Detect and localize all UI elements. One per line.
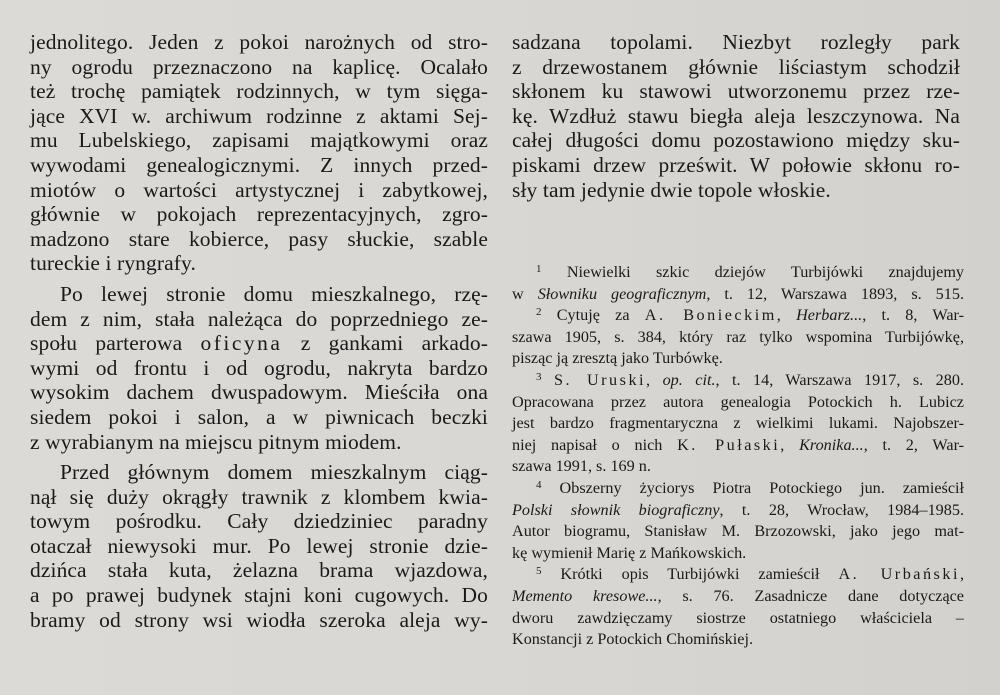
text-line: z wyrabianym na miejscu pitnym miodem. xyxy=(30,429,402,454)
text-line xyxy=(30,331,488,356)
text-line: miotów o wartości artystycznej i zabytkowej, xyxy=(30,177,488,202)
text-line: otaczał niewysoki mur. Po lewej stronie dzie- xyxy=(30,533,488,558)
footnote-line xyxy=(512,435,964,457)
text-segment: , xyxy=(776,306,797,325)
footnote-line xyxy=(512,262,964,284)
spaced-author: K. Pułaski xyxy=(677,435,781,454)
text-segment: z gankami arkado- xyxy=(282,331,488,356)
footnote-4 xyxy=(512,478,964,564)
footnote-5 xyxy=(512,564,964,650)
text-segment: , t. 12, Warszawa 1893, s. 515. xyxy=(706,284,964,303)
footnote-line xyxy=(512,284,964,306)
footnote-marker: 3 xyxy=(536,370,542,383)
footnote-line xyxy=(512,500,964,522)
text-segment: , xyxy=(646,370,663,389)
text-line: mu Lubelskiego, zapisami majątkowymi oraz xyxy=(30,128,488,153)
footnote-2 xyxy=(512,305,964,370)
footnote-line: szawa 1991, s. 169 n. xyxy=(512,457,651,476)
text-segment: , t. 14, Warszawa 1917, s. 280. xyxy=(715,370,965,389)
footnote-marker: 4 xyxy=(536,478,542,491)
text-line: tureckie i ryngrafy. xyxy=(30,251,196,276)
footnote-line: Konstancji z Potockich Chomińskiej. xyxy=(512,630,753,649)
footnote-line xyxy=(512,564,964,586)
text-segment: , s. 76. Zasadnicze dane dotyczące xyxy=(657,586,964,605)
text-line: siedem pokoi i salon, a w piwnicach beczki xyxy=(30,404,488,429)
italic-title: Memento kresowe... xyxy=(512,586,658,605)
paragraph-3 xyxy=(30,460,488,632)
text-segment: w xyxy=(512,284,538,303)
text-line: nął się duży okrągły trawnik z klombem kwia- xyxy=(30,484,488,509)
text-segment: Krótki opis Turbijówki zamieścił xyxy=(560,565,839,584)
italic-title: op. cit. xyxy=(662,370,716,389)
spaced-author: S. Uruski xyxy=(553,370,647,389)
footnote-marker: 1 xyxy=(536,263,542,275)
footnote-line: szawa 1905, s. 384, który raz tylko wspomina Turbijówkę, xyxy=(512,327,964,346)
text-segment: , t. 2, War- xyxy=(863,435,965,454)
footnote-1 xyxy=(512,262,964,305)
italic-title: Słowniku geograficznym xyxy=(537,284,707,303)
footnote-marker: 5 xyxy=(536,565,542,578)
text-line: jednolitego. Jeden z pokoi narożnych od stro- xyxy=(30,30,488,54)
text-line: a po prawej budynek stajni koni cugowych. Do xyxy=(30,583,488,608)
text-segment: niej napisał o nich xyxy=(512,435,678,454)
footnote-line xyxy=(512,305,964,327)
text-line: wywodami genealogicznymi. Z innych przed- xyxy=(30,152,488,177)
footnote-line: dworu zawdzięczamy siostrze ostatniego właściciela – xyxy=(512,608,964,627)
text-segment: , t. 28, Wrocław, 1984–1985. xyxy=(719,500,965,519)
paragraph-1 xyxy=(30,30,488,276)
text-line: sły tam jedynie dwie topole włoskie. xyxy=(512,177,831,202)
text-line: towym pośrodku. Cały dziedziniec paradny xyxy=(30,509,488,534)
text-line: Po lewej stronie domu mieszkalnego, rzę- xyxy=(60,281,488,306)
text-line: Przed głównym domem mieszkalnym ciąg- xyxy=(60,460,488,485)
footnote-marker: 2 xyxy=(536,306,542,319)
italic-title: Kronika... xyxy=(799,435,864,454)
text-line: głównie w pokojach reprezentacyjnych, zgro- xyxy=(30,202,488,227)
footnote-line: Opracowana przez autora genealogia Potockich h. Lubicz xyxy=(512,392,964,411)
paragraph-continuation xyxy=(512,30,960,202)
text-line: ny ogrodu przeznaczono na kaplicę. Ocalało xyxy=(30,54,488,79)
footnote-line xyxy=(512,586,964,608)
text-line: dem z nim, stała należąca do poprzedniego ze- xyxy=(30,306,488,331)
text-line: wymi od frontu i od ogrodu, nakryta bardzo xyxy=(30,355,488,380)
footnotes xyxy=(512,262,964,651)
right-column xyxy=(512,30,960,202)
text-line: całej długości domu pozostawiono między sku- xyxy=(512,128,960,153)
footnote-line: pisząc ją zresztą jako Turbówkę. xyxy=(512,349,723,368)
spaced-author: A. Bonieckim xyxy=(644,306,777,325)
spaced-term: oficyna xyxy=(200,331,283,356)
text-segment: Obszerny życiorys Piotra Potockiego jun. zamieścił xyxy=(559,478,964,497)
text-line: dzińca stała kuta, żelazna brama wjazdowa, xyxy=(30,558,488,583)
text-segment: Cytuję za xyxy=(556,306,645,325)
text-line: też trochę pamiątek rodzinnych, w tym sięga- xyxy=(30,79,488,104)
text-line: kę. Wzdłuż stawu biegła aleja leszczynowa. Na xyxy=(512,103,960,128)
footnote-3 xyxy=(512,370,964,478)
footnote-line: Autor biogramu, Stanisław M. Brzozowski, jako jego mat- xyxy=(512,522,964,541)
text-segment: , t. 8, War- xyxy=(862,306,964,325)
footnote-line xyxy=(512,478,964,500)
paragraph-2 xyxy=(30,282,488,454)
text-line: piskami drzew prześwit. W połowie skłonu ro- xyxy=(512,152,960,177)
text-segment: Niewielki szkic dziejów Turbijówki znajdujemy xyxy=(566,263,965,281)
footnote-line xyxy=(512,370,964,392)
text-line: z drzewostanem głównie liściastym schodził xyxy=(512,54,960,79)
text-line: wysokim dachem dwuspadowym. Mieściła ona xyxy=(30,380,488,405)
spaced-author: A. Urbański xyxy=(838,565,960,584)
footnote-line: jest bardzo fragmentaryczna z wielkimi lukami. Najobszer- xyxy=(512,414,964,433)
text-segment: , xyxy=(780,435,800,454)
text-segment: społu parterowa xyxy=(30,331,201,356)
text-line: madzono stare kobierce, pasy słuckie, szable xyxy=(30,226,488,251)
italic-title: Polski słownik biograficzny xyxy=(512,500,720,519)
text-line: sadzana topolami. Niezbyt rozległy park xyxy=(512,30,960,54)
text-segment: , xyxy=(959,565,964,584)
italic-title: Herbarz... xyxy=(796,306,863,325)
text-line: jące XVI w. archiwum rodzinne z aktami Sej- xyxy=(30,103,488,128)
text-line: skłonem ku stawowi utworzonemu przez rze- xyxy=(512,79,960,104)
text-line: bramy od strony wsi wiodła szeroka aleja wy- xyxy=(30,607,488,632)
left-column xyxy=(30,30,488,632)
footnote-line: kę wymienił Marię z Mańkowskich. xyxy=(512,543,747,562)
